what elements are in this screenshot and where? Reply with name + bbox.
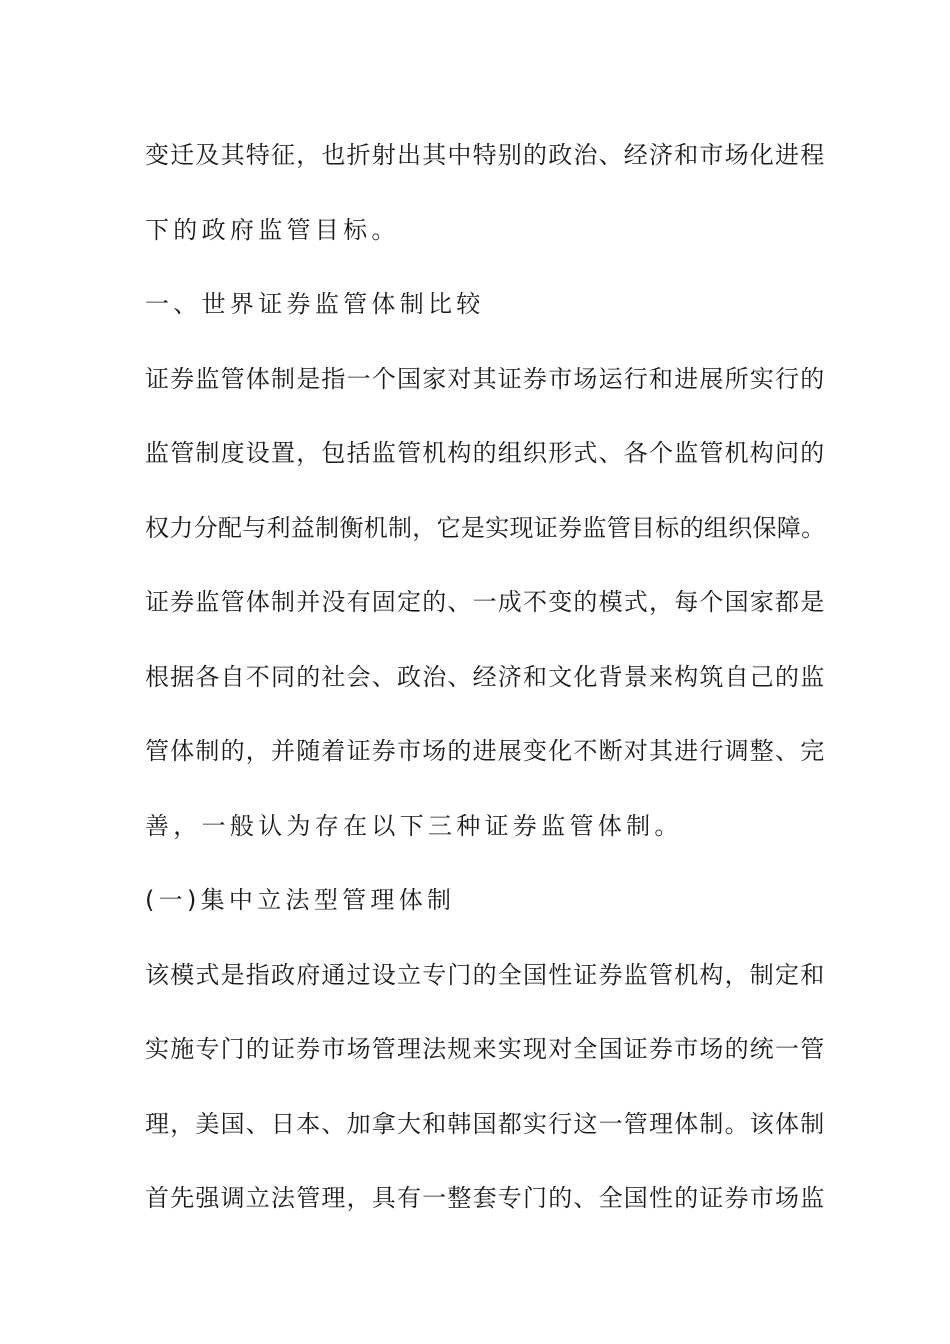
body-text [145, 132, 825, 1250]
text-line: 证券监管体制是指一个国家对其证券市场运行和进展所实行的 [145, 364, 826, 393]
section-heading: 一、世界证券监管体制比较 [145, 290, 485, 318]
text-line: 下的政府监管目标。 [145, 215, 400, 244]
text-line: 理，美国、日本、加拿大和韩国都实行这一管理体制。该体制 [145, 1109, 826, 1138]
text-line: 变迁及其特征，也折射出其中特别的政治、经济和市场化进程 [145, 141, 826, 169]
text-line: 根据各自不同的社会、政治、经济和文化背景来构筑自己的监 [145, 662, 826, 691]
text-line: 管体制的，并随着证券市场的进展变化不断对其进行调整、完 [145, 737, 826, 765]
text-line: 善，一般认为存在以下三种证券监管体制。 [145, 811, 683, 840]
subsection-heading: (一)集中立法型管理体制 [145, 886, 456, 914]
text-line: 监管制度设置，包括监管机构的组织形式、各个监管机构问的 [145, 439, 826, 467]
text-line: 证券监管体制并没有固定的、一成不变的模式，每个国家都是 [145, 588, 826, 616]
text-line: 实施专门的证券市场管理法规来实现对全国证券市场的统一管 [145, 1035, 826, 1063]
text-line: 权力分配与利益制衡机制，它是实现证券监管目标的组织保障。 [145, 513, 826, 542]
text-line: 首先强调立法管理，具有一整套专门的、全国性的证券市场监 [145, 1184, 826, 1212]
text-line: 该模式是指政府通过设立专门的全国性证券监管机构，制定和 [145, 960, 826, 989]
